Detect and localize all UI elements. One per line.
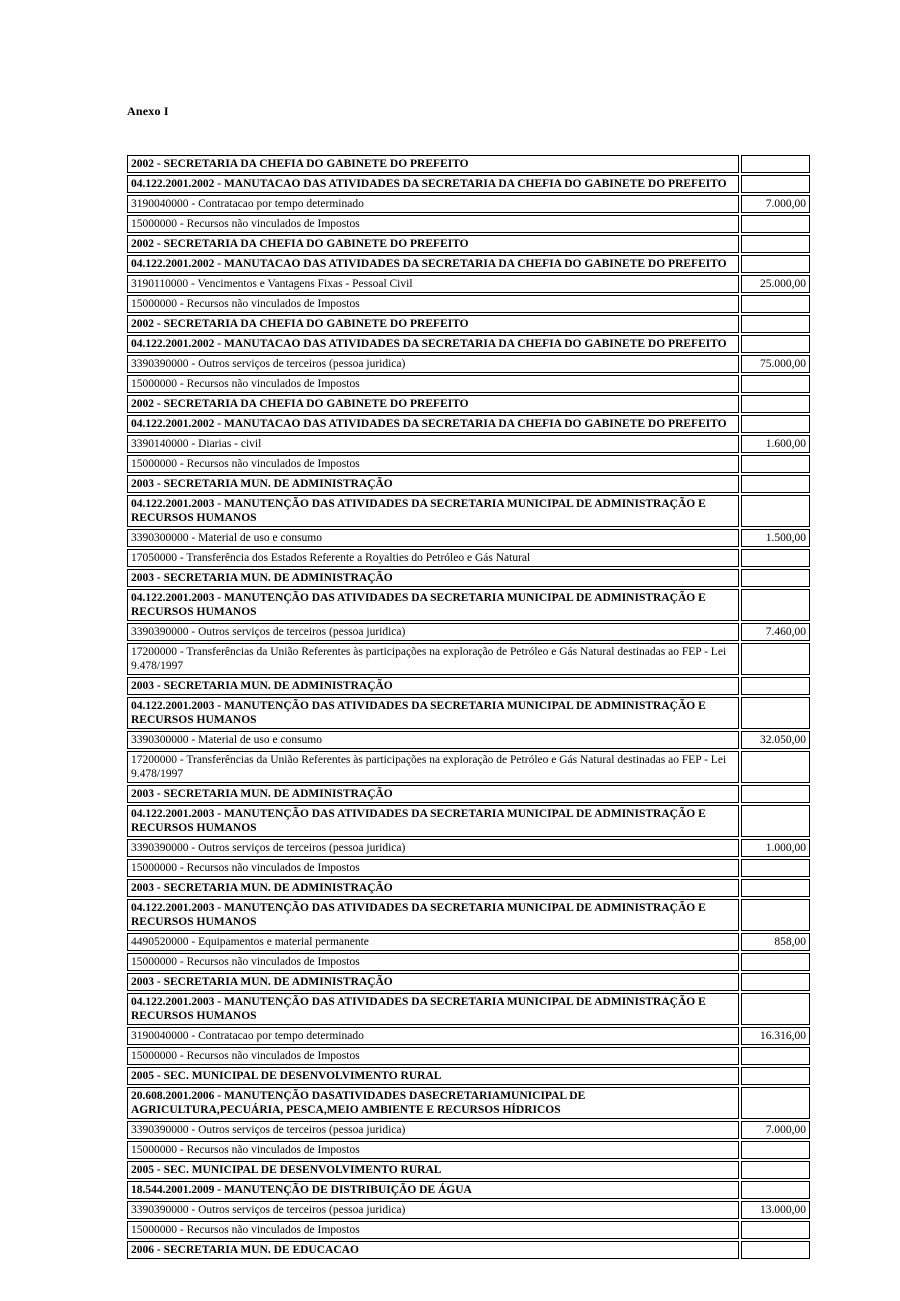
row-description: 2005 - SEC. MUNICIPAL DE DESENVOLVIMENTO RURAL bbox=[127, 1161, 739, 1179]
row-value: 1.000,00 bbox=[741, 839, 810, 857]
row-value bbox=[741, 751, 810, 783]
row-description: 04.122.2001.2003 - MANUTENÇÃO DAS ATIVIDADES DA SECRETARIA MUNICIPAL DE ADMINISTRAÇÃO E RECURSOS HUMANOS bbox=[127, 899, 739, 931]
row-description: 15000000 - Recursos não vinculados de Impostos bbox=[127, 859, 739, 877]
table-row-item bbox=[127, 355, 810, 373]
table-row-org bbox=[127, 395, 810, 413]
row-description: 3390300000 - Material de uso e consumo bbox=[127, 731, 739, 749]
row-value: 32.050,00 bbox=[741, 731, 810, 749]
row-description: 2002 - SECRETARIA DA CHEFIA DO GABINETE DO PREFEITO bbox=[127, 315, 739, 333]
row-value bbox=[741, 953, 810, 971]
row-value bbox=[741, 1181, 810, 1199]
row-value: 858,00 bbox=[741, 933, 810, 951]
row-description: 3190040000 - Contratacao por tempo determinado bbox=[127, 1027, 739, 1045]
table-row-source bbox=[127, 1141, 810, 1159]
table-row-source bbox=[127, 953, 810, 971]
row-description: 3390390000 - Outros serviços de terceiros (pessoa juridica) bbox=[127, 623, 739, 641]
table-row-action bbox=[127, 899, 810, 931]
table-row-action bbox=[127, 175, 810, 193]
table-row-action bbox=[127, 589, 810, 621]
table-row-org bbox=[127, 677, 810, 695]
row-description: 15000000 - Recursos não vinculados de Impostos bbox=[127, 1221, 739, 1239]
row-value bbox=[741, 1141, 810, 1159]
table-row-org bbox=[127, 315, 810, 333]
row-description: 18.544.2001.2009 - MANUTENÇÃO DE DISTRIBUIÇÃO DE ÁGUA bbox=[127, 1181, 739, 1199]
table-row-action bbox=[127, 335, 810, 353]
row-description: 15000000 - Recursos não vinculados de Impostos bbox=[127, 953, 739, 971]
table-row-org bbox=[127, 235, 810, 253]
row-value bbox=[741, 375, 810, 393]
table-row-source bbox=[127, 1221, 810, 1239]
row-description: 3390390000 - Outros serviços de terceiros (pessoa juridica) bbox=[127, 1121, 739, 1139]
row-description: 4490520000 - Equipamentos e material permanente bbox=[127, 933, 739, 951]
row-value bbox=[741, 549, 810, 567]
table-row-action bbox=[127, 993, 810, 1025]
row-description: 3390390000 - Outros serviços de terceiros (pessoa juridica) bbox=[127, 839, 739, 857]
row-description: 15000000 - Recursos não vinculados de Impostos bbox=[127, 215, 739, 233]
budget-table bbox=[125, 153, 812, 1261]
row-description: 20.608.2001.2006 - MANUTENÇÃO DASATIVIDADES DASECRETARIAMUNICIPAL DE AGRICULTURA,PECUÁRIA, PESCA,MEIO AMBIENTE E RECURSOS HÍDRICOS bbox=[127, 1087, 739, 1119]
table-row-item bbox=[127, 623, 810, 641]
row-value bbox=[741, 495, 810, 527]
table-row-source bbox=[127, 859, 810, 877]
row-value: 16.316,00 bbox=[741, 1027, 810, 1045]
table-row-item bbox=[127, 839, 810, 857]
row-description: 04.122.2001.2002 - MANUTACAO DAS ATIVIDADES DA SECRETARIA DA CHEFIA DO GABINETE DO PREFEITO bbox=[127, 335, 739, 353]
row-value bbox=[741, 899, 810, 931]
row-value bbox=[741, 235, 810, 253]
row-description: 3390140000 - Diarias - civil bbox=[127, 435, 739, 453]
table-row-source bbox=[127, 549, 810, 567]
row-value bbox=[741, 1161, 810, 1179]
row-description: 04.122.2001.2002 - MANUTACAO DAS ATIVIDADES DA SECRETARIA DA CHEFIA DO GABINETE DO PREFEITO bbox=[127, 255, 739, 273]
row-value bbox=[741, 879, 810, 897]
row-value bbox=[741, 1241, 810, 1259]
row-description: 3390390000 - Outros serviços de terceiros (pessoa juridica) bbox=[127, 1201, 739, 1219]
row-value bbox=[741, 415, 810, 433]
table-row-org bbox=[127, 569, 810, 587]
row-value bbox=[741, 805, 810, 837]
row-value bbox=[741, 589, 810, 621]
table-row-source bbox=[127, 643, 810, 675]
table-row-action bbox=[127, 805, 810, 837]
budget-table-body bbox=[127, 155, 810, 1259]
table-row-org bbox=[127, 1067, 810, 1085]
row-description: 2002 - SECRETARIA DA CHEFIA DO GABINETE DO PREFEITO bbox=[127, 155, 739, 173]
table-row-source bbox=[127, 455, 810, 473]
row-value: 1.500,00 bbox=[741, 529, 810, 547]
table-row-item bbox=[127, 1121, 810, 1139]
row-description: 2003 - SECRETARIA MUN. DE ADMINISTRAÇÃO bbox=[127, 973, 739, 991]
row-value bbox=[741, 335, 810, 353]
row-value: 1.600,00 bbox=[741, 435, 810, 453]
row-description: 04.122.2001.2002 - MANUTACAO DAS ATIVIDADES DA SECRETARIA DA CHEFIA DO GABINETE DO PREFEITO bbox=[127, 175, 739, 193]
row-value bbox=[741, 973, 810, 991]
row-description: 2002 - SECRETARIA DA CHEFIA DO GABINETE DO PREFEITO bbox=[127, 235, 739, 253]
row-description: 2005 - SEC. MUNICIPAL DE DESENVOLVIMENTO RURAL bbox=[127, 1067, 739, 1085]
row-value bbox=[741, 475, 810, 493]
row-description: 15000000 - Recursos não vinculados de Impostos bbox=[127, 455, 739, 473]
row-value: 75.000,00 bbox=[741, 355, 810, 373]
row-description: 3390390000 - Outros serviços de terceiros (pessoa juridica) bbox=[127, 355, 739, 373]
table-row-item bbox=[127, 529, 810, 547]
table-row-action bbox=[127, 1087, 810, 1119]
table-row-item bbox=[127, 1201, 810, 1219]
table-row-org bbox=[127, 1161, 810, 1179]
row-value bbox=[741, 175, 810, 193]
table-row-item bbox=[127, 933, 810, 951]
row-value bbox=[741, 1047, 810, 1065]
row-description: 04.122.2001.2003 - MANUTENÇÃO DAS ATIVIDADES DA SECRETARIA MUNICIPAL DE ADMINISTRAÇÃO E RECURSOS HUMANOS bbox=[127, 495, 739, 527]
row-description: 04.122.2001.2002 - MANUTACAO DAS ATIVIDADES DA SECRETARIA DA CHEFIA DO GABINETE DO PREFEITO bbox=[127, 415, 739, 433]
row-value bbox=[741, 255, 810, 273]
row-value bbox=[741, 569, 810, 587]
row-value bbox=[741, 697, 810, 729]
row-description: 2006 - SECRETARIA MUN. DE EDUCACAO bbox=[127, 1241, 739, 1259]
table-row-item bbox=[127, 1027, 810, 1045]
table-row-org bbox=[127, 475, 810, 493]
row-value bbox=[741, 315, 810, 333]
row-description: 04.122.2001.2003 - MANUTENÇÃO DAS ATIVIDADES DA SECRETARIA MUNICIPAL DE ADMINISTRAÇÃO E RECURSOS HUMANOS bbox=[127, 589, 739, 621]
table-row-org bbox=[127, 1241, 810, 1259]
row-description: 04.122.2001.2003 - MANUTENÇÃO DAS ATIVIDADES DA SECRETARIA MUNICIPAL DE ADMINISTRAÇÃO E RECURSOS HUMANOS bbox=[127, 993, 739, 1025]
row-value bbox=[741, 993, 810, 1025]
row-value: 25.000,00 bbox=[741, 275, 810, 293]
row-description: 15000000 - Recursos não vinculados de Impostos bbox=[127, 375, 739, 393]
row-description: 2003 - SECRETARIA MUN. DE ADMINISTRAÇÃO bbox=[127, 677, 739, 695]
row-description: 15000000 - Recursos não vinculados de Impostos bbox=[127, 295, 739, 313]
table-row-org bbox=[127, 973, 810, 991]
table-row-source bbox=[127, 375, 810, 393]
row-value bbox=[741, 455, 810, 473]
row-description: 2003 - SECRETARIA MUN. DE ADMINISTRAÇÃO bbox=[127, 475, 739, 493]
row-description: 2003 - SECRETARIA MUN. DE ADMINISTRAÇÃO bbox=[127, 569, 739, 587]
row-value bbox=[741, 643, 810, 675]
table-row-source bbox=[127, 295, 810, 313]
row-description: 17200000 - Transferências da União Referentes às participações na exploração de Petróleo e Gás Natural destinadas ao FEP - Lei 9.478/1997 bbox=[127, 643, 739, 675]
row-value: 7.460,00 bbox=[741, 623, 810, 641]
row-value bbox=[741, 1087, 810, 1119]
row-description: 15000000 - Recursos não vinculados de Impostos bbox=[127, 1141, 739, 1159]
table-row-source bbox=[127, 215, 810, 233]
row-description: 3190110000 - Vencimentos e Vantagens Fixas - Pessoal Civil bbox=[127, 275, 739, 293]
row-description: 2003 - SECRETARIA MUN. DE ADMINISTRAÇÃO bbox=[127, 785, 739, 803]
row-description: 04.122.2001.2003 - MANUTENÇÃO DAS ATIVIDADES DA SECRETARIA MUNICIPAL DE ADMINISTRAÇÃO E RECURSOS HUMANOS bbox=[127, 805, 739, 837]
row-value bbox=[741, 859, 810, 877]
row-value bbox=[741, 155, 810, 173]
table-row-org bbox=[127, 785, 810, 803]
table-row-action bbox=[127, 495, 810, 527]
row-value bbox=[741, 1067, 810, 1085]
row-value: 7.000,00 bbox=[741, 1121, 810, 1139]
table-row-org bbox=[127, 879, 810, 897]
row-description: 15000000 - Recursos não vinculados de Impostos bbox=[127, 1047, 739, 1065]
row-description: 3390300000 - Material de uso e consumo bbox=[127, 529, 739, 547]
row-value bbox=[741, 677, 810, 695]
table-row-source bbox=[127, 751, 810, 783]
table-row-action bbox=[127, 255, 810, 273]
row-value: 7.000,00 bbox=[741, 195, 810, 213]
table-row-item bbox=[127, 195, 810, 213]
page-title: Anexo I bbox=[127, 104, 169, 118]
row-value bbox=[741, 1221, 810, 1239]
table-row-action bbox=[127, 697, 810, 729]
row-description: 3190040000 - Contratacao por tempo determinado bbox=[127, 195, 739, 213]
table-row-action bbox=[127, 1181, 810, 1199]
table-row-action bbox=[127, 415, 810, 433]
row-description: 2002 - SECRETARIA DA CHEFIA DO GABINETE DO PREFEITO bbox=[127, 395, 739, 413]
row-value: 13.000,00 bbox=[741, 1201, 810, 1219]
table-row-item bbox=[127, 731, 810, 749]
row-description: 17050000 - Transferência dos Estados Referente a Royalties do Petróleo e Gás Natural bbox=[127, 549, 739, 567]
table-row-source bbox=[127, 1047, 810, 1065]
table-row-item bbox=[127, 435, 810, 453]
table-row-item bbox=[127, 275, 810, 293]
row-value bbox=[741, 295, 810, 313]
row-description: 17200000 - Transferências da União Referentes às participações na exploração de Petróleo e Gás Natural destinadas ao FEP - Lei 9.478/1997 bbox=[127, 751, 739, 783]
table-row-org bbox=[127, 155, 810, 173]
row-value bbox=[741, 785, 810, 803]
row-value bbox=[741, 215, 810, 233]
row-value bbox=[741, 395, 810, 413]
row-description: 2003 - SECRETARIA MUN. DE ADMINISTRAÇÃO bbox=[127, 879, 739, 897]
row-description: 04.122.2001.2003 - MANUTENÇÃO DAS ATIVIDADES DA SECRETARIA MUNICIPAL DE ADMINISTRAÇÃO E RECURSOS HUMANOS bbox=[127, 697, 739, 729]
